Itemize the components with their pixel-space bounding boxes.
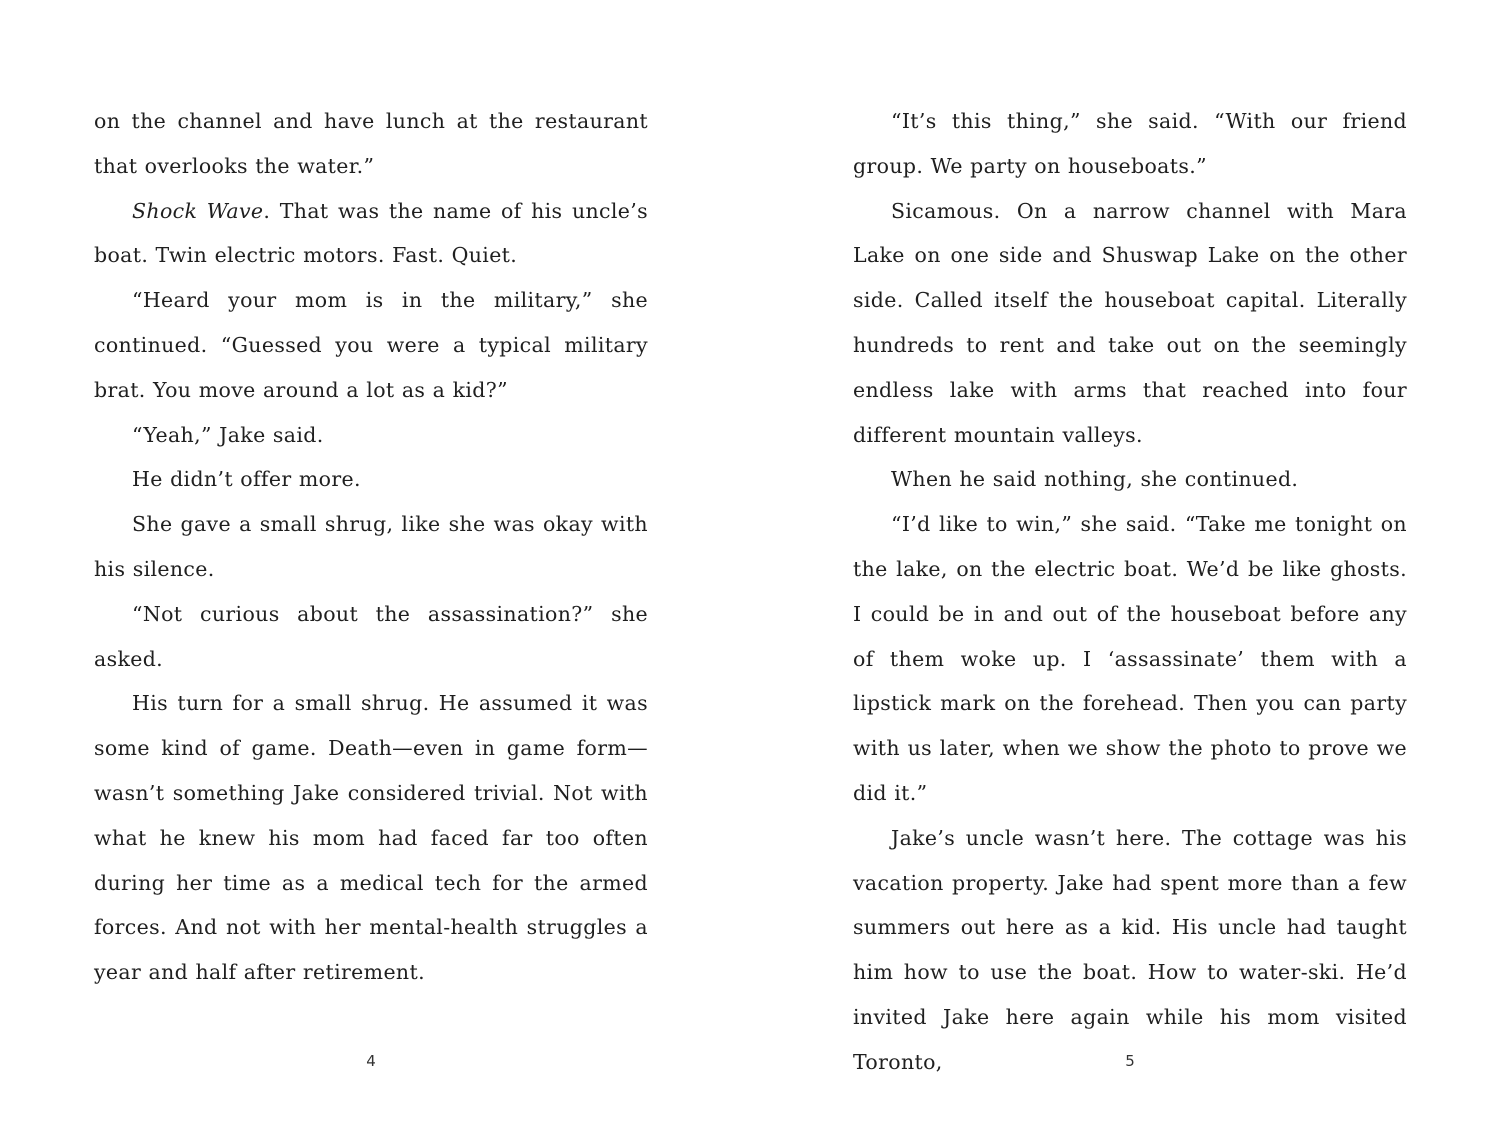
paragraph: His turn for a small shrug. He assumed it was some kind of game. Death—even in game form—wasn’t something Jake considered trivial. Not with what he knew his mom had faced far too often during her time as a medical tech for the armed forces. And not with her mental-health struggles a year and half after retirement. [94, 691, 648, 985]
paragraph: “It’s this thing,” she said. “With our friend group. We party on houseboats.” [853, 109, 1407, 178]
paragraph-text: . That was the name of his uncle’s boat. Twin electric motors. Fast. Quiet. [94, 198, 649, 268]
paragraph: He didn’t offer more. [132, 467, 361, 492]
paragraph: When he said nothing, she continued. [891, 467, 1299, 492]
paragraph: “Heard your mom is in the military,” she continued. “Guessed you were a typical military brat. You move around a lot as a kid?” [94, 288, 648, 402]
page-number-left: 4 [366, 1052, 376, 1070]
boat-name: Shock Wave [132, 198, 264, 223]
paragraph: Jake’s uncle wasn’t here. The cottage was his vacation property. Jake had spent more than a few summers out here as a kid. His uncle had taught him how to use the boat. How to water-ski. He’d invited Jake here again while his mom visited Toronto, [853, 825, 1407, 1074]
paragraph: “Yeah,” Jake said. [132, 422, 324, 447]
paragraph [94, 189, 648, 279]
paragraph: “Not curious about the assassination?” she asked. [94, 601, 648, 671]
paragraph: “I’d like to win,” she said. “Take me tonight on the lake, on the electric boat. We’d be like ghosts. I could be in and out of the houseboat before any of them woke up. I ‘assassinate’ them with a lipstick mark on the forehead. Then you can party with us later, when we show the photo to prove we did it.” [853, 512, 1407, 805]
paragraph: Sicamous. On a narrow channel with Mara Lake on one side and Shuswap Lake on the other side. Called itself the houseboat capital. Literally hundreds to rent and take out on the seemingly endless lake with arms that reached into four different mountain valleys. [853, 198, 1407, 447]
paragraph: She gave a small shrug, like she was okay with his silence. [94, 512, 648, 581]
page-number-right: 5 [1125, 1052, 1135, 1070]
right-page-text [853, 99, 1407, 1085]
paragraph: on the channel and have lunch at the restaurant that overlooks the water.” [94, 109, 648, 178]
left-page-text [94, 99, 648, 995]
